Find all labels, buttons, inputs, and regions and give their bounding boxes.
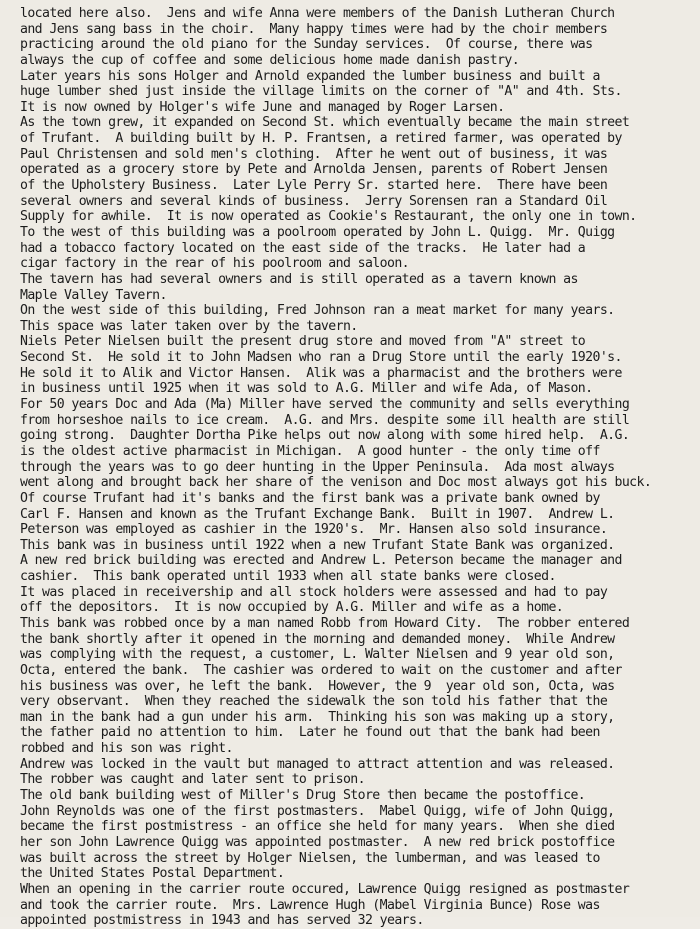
text-line: several owners and several kinds of business. Jerry Sorensen ran a Standard Oil: [20, 193, 608, 209]
text-line: A new red brick building was erected and Andrew L. Peterson became the manager and: [20, 553, 622, 569]
text-line: Later years his sons Holger and Arnold expanded the lumber business and built a: [20, 68, 600, 84]
text-line: cashier. This bank operated until 1933 when all state banks were closed.: [20, 569, 556, 585]
text-line: This bank was robbed once by a man named Robb from Howard City. The robber entered: [20, 615, 630, 631]
text-line: is the oldest active pharmacist in Michigan. A good hunter - the only time off: [20, 443, 600, 459]
text-line: Of course Trufant had it's banks and the first bank was a private bank owned by: [20, 490, 600, 506]
text-line: very observant. When they reached the sidewalk the son told his father that the: [20, 694, 608, 710]
text-line: her son John Lawrence Quigg was appointed postmaster. A new red brick postoffice: [20, 834, 615, 850]
text-line: Maple Valley Tavern.: [20, 287, 167, 303]
text-line: The tavern has had several owners and is still operated as a tavern known as: [20, 271, 578, 287]
text-line: John Reynolds was one of the first postmasters. Mabel Quigg, wife of John Quigg,: [20, 803, 615, 819]
text-line: This bank was in business until 1922 when a new Trufant State Bank was organized.: [20, 537, 615, 553]
text-line: went along and brought back her share of the venison and Doc most always got his buck.: [20, 475, 652, 491]
text-line: the father paid no attention to him. Later he found out that the bank had been: [20, 725, 600, 741]
text-line: The old bank building west of Miller's Drug Store then became the postoffice.: [20, 788, 586, 804]
text-line: Niels Peter Nielsen built the present drug store and moved from "A" street to: [20, 334, 586, 350]
text-line: was complying with the request, a customer, L. Walter Nielsen and 9 year old son,: [20, 647, 615, 663]
text-line: operated as a grocery store by Pete and Arnolda Jensen, parents of Robert Jensen: [20, 162, 608, 178]
text-line: became the first postmistress - an office she held for many years. When she died: [20, 819, 615, 835]
text-line: always the cup of coffee and some delicious home made danish pastry.: [20, 52, 520, 68]
text-line: Supply for awhile. It is now operated as Cookie's Restaurant, the only one in town.: [20, 209, 637, 225]
text-line: huge lumber shed just inside the village limits on the corner of "A" and 4th. Sts.: [20, 84, 622, 100]
text-line: Paul Christensen and sold men's clothing. After he went out of business, it was: [20, 146, 608, 162]
text-line: On the west side of this building, Fred Johnson ran a meat market for many years.: [20, 303, 615, 319]
text-line: and Jens sang bass in the choir. Many happy times were had by the choir members: [20, 21, 608, 37]
text-line: As the town grew, it expanded on Second St. which eventually became the main street: [20, 115, 630, 131]
text-line: The robber was caught and later sent to prison.: [20, 772, 365, 788]
text-line: Second St. He sold it to John Madsen who ran a Drug Store until the early 1920's.: [20, 350, 622, 366]
text-line: He sold it to Alik and Victor Hansen. Alik was a pharmacist and the brothers were: [20, 365, 622, 381]
text-line: Carl F. Hansen and known as the Trufant Exchange Bank. Built in 1907. Andrew L.: [20, 506, 615, 522]
text-line: and took the carrier route. Mrs. Lawrence Hugh (Mabel Virginia Bunce) Rose was: [20, 897, 600, 913]
text-line: practicing around the old piano for the Sunday services. Of course, there was: [20, 37, 593, 53]
text-line: It is now owned by Holger's wife June and managed by Roger Larsen.: [20, 99, 505, 115]
text-line: through the years was to go deer hunting in the Upper Peninsula. Ada most always: [20, 459, 615, 475]
text-line: in business until 1925 when it was sold to A.G. Miller and wife Ada, of Mason.: [20, 381, 593, 397]
text-line: It was placed in receivership and all stock holders were assessed and had to pay: [20, 584, 608, 600]
text-line: Andrew was locked in the vault but managed to attract attention and was released.: [20, 756, 615, 772]
text-line: the bank shortly after it opened in the morning and demanded money. While Andrew: [20, 631, 615, 647]
text-line: For 50 years Doc and Ada (Ma) Miller have served the community and sells everything: [20, 397, 630, 413]
text-line: off the depositors. It is now occupied by A.G. Miller and wife as a home.: [20, 600, 564, 616]
text-line: had a tobacco factory located on the east side of the tracks. He later had a: [20, 240, 586, 256]
text-line: was built across the street by Holger Nielsen, the lumberman, and was leased to: [20, 850, 600, 866]
text-line: When an opening in the carrier route occured, Lawrence Quigg resigned as postmaster: [20, 881, 630, 897]
text-line: Octa, entered the bank. The cashier was ordered to wait on the customer and after: [20, 662, 622, 678]
text-line: robbed and his son was right.: [20, 741, 233, 757]
text-line: cigar factory in the rear of his poolroom and saloon.: [20, 256, 409, 272]
text-line: of the Upholstery Business. Later Lyle Perry Sr. started here. There have been: [20, 178, 608, 194]
body-text: [20, 6, 696, 929]
text-line: man in the bank had a gun under his arm. Thinking his son was making up a story,: [20, 709, 615, 725]
text-line: Peterson was employed as cashier in the 1920's. Mr. Hansen also sold insurance.: [20, 522, 608, 538]
text-line: of Trufant. A building built by H. P. Frantsen, a retired farmer, was operated by: [20, 131, 622, 147]
text-line: from horseshoe nails to ice cream. A.G. and Mrs. despite some ill health are still: [20, 412, 630, 428]
text-line: his business was over, he left the bank. However, the 9 year old son, Octa, was: [20, 678, 615, 694]
text-line: To the west of this building was a poolroom operated by John L. Quigg. Mr. Quigg: [20, 224, 615, 240]
text-line: the United States Postal Department.: [20, 866, 285, 882]
text-line: located here also. Jens and wife Anna were members of the Danish Lutheran Church: [20, 6, 615, 21]
text-line: appointed postmistress in 1943 and has served 32 years.: [20, 913, 424, 929]
text-line: going strong. Daughter Dortha Pike helps out now along with some hired help. A.G.: [20, 428, 630, 444]
text-line: This space was later taken over by the tavern.: [20, 318, 358, 334]
